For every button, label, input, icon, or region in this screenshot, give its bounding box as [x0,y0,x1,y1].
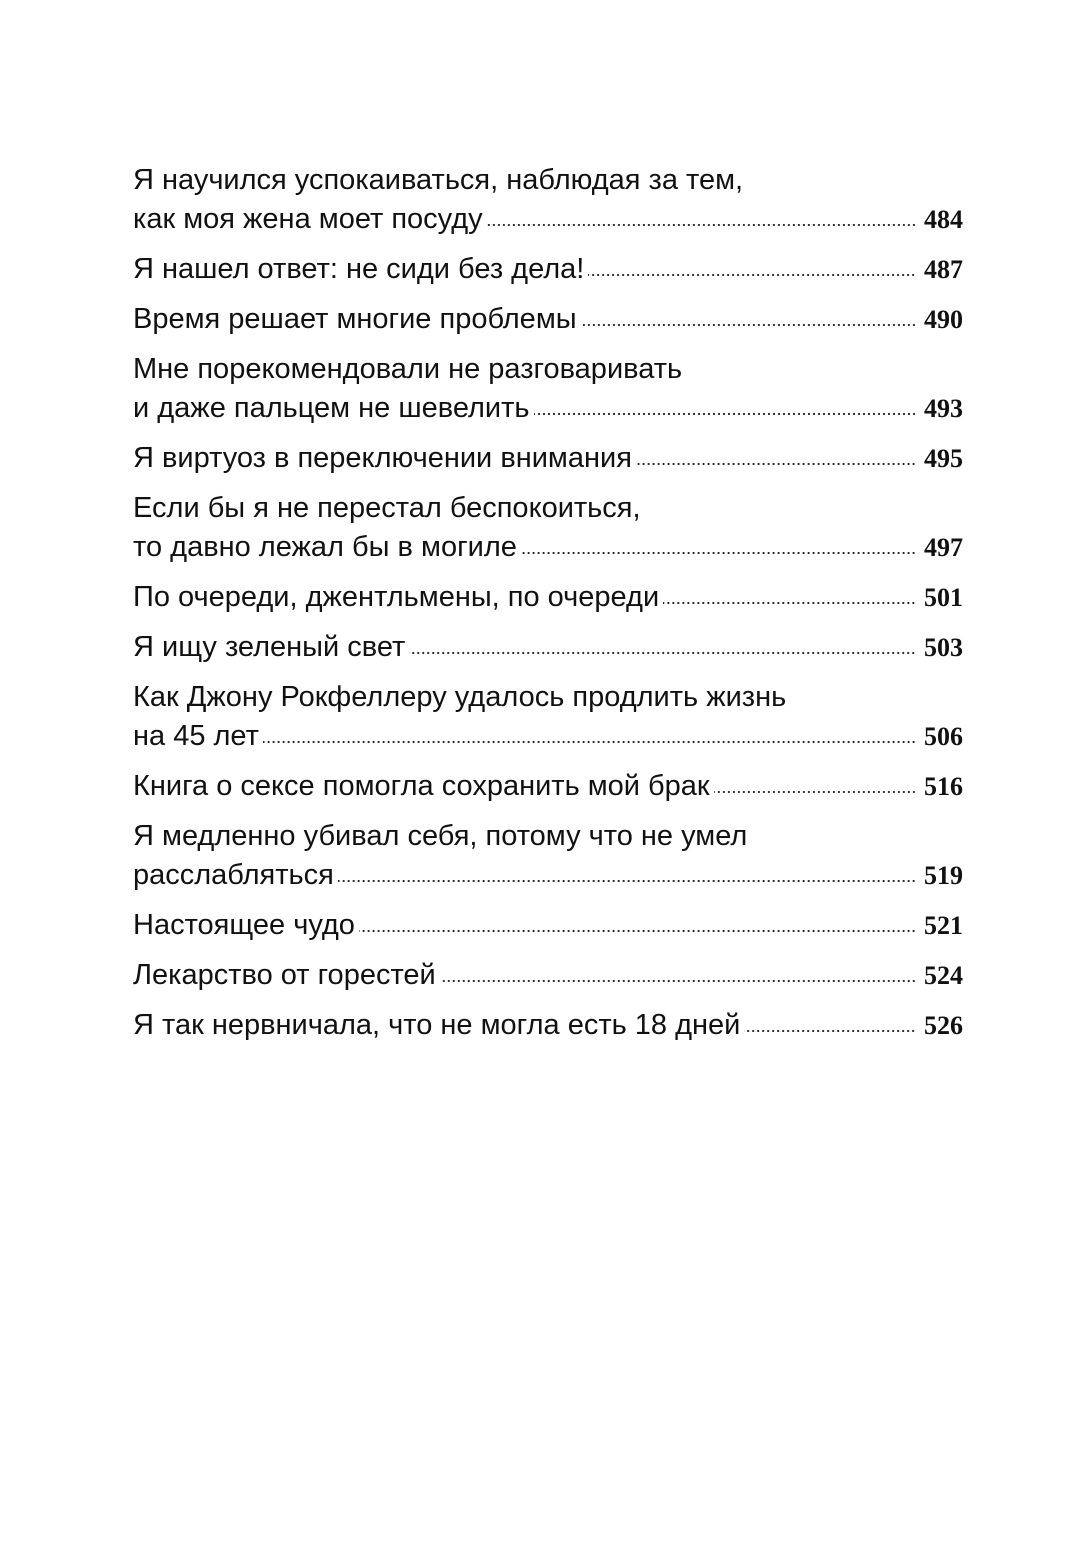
toc-entry[interactable] [133,906,963,945]
toc-entry-title-line: Если бы я не перестал беспокоиться, [133,492,641,524]
toc-entry[interactable] [133,767,963,806]
table-of-contents [133,161,963,1056]
toc-entry-title-line: и даже пальцем не шевелить [133,392,530,424]
toc-page-number: 516 [924,772,963,801]
toc-entry[interactable] [133,1006,963,1045]
toc-entry[interactable] [133,956,963,995]
dot-leader [409,651,916,655]
toc-entry[interactable] [133,678,963,756]
toc-page-number: 506 [924,722,963,751]
toc-entry[interactable] [133,439,963,478]
dot-leader [581,323,916,327]
toc-entry-title-line: Лекарство от горестей [133,959,436,991]
toc-entry-title-line: Как Джону Рокфеллеру удалось продлить жизнь [133,681,787,713]
dot-leader [636,462,916,466]
toc-entry-title-line: то давно лежал бы в могиле [133,531,517,563]
toc-page-number: 503 [924,633,963,662]
toc-entry-title-line: Время решает многие проблемы [133,303,577,335]
toc-entry[interactable] [133,817,963,895]
toc-entry-title-line: расслабляться [133,859,334,891]
dot-leader [534,412,916,416]
dot-leader [338,879,916,883]
toc-entry[interactable] [133,250,963,289]
toc-entry[interactable] [133,628,963,667]
dot-leader [359,929,916,933]
toc-entry-title-line: Я нашел ответ: не сиди без дела! [133,253,585,285]
toc-page-number: 526 [924,1011,963,1040]
toc-page-number: 484 [924,205,963,234]
toc-page-number: 501 [924,583,963,612]
toc-entry-title-line: Книга о сексе помогла сохранить мой брак [133,770,710,802]
toc-entry[interactable] [133,350,963,428]
toc-page-number: 490 [924,305,963,334]
toc-entry[interactable] [133,300,963,339]
dot-leader [487,223,916,227]
dot-leader [744,1029,916,1033]
dot-leader [588,273,916,277]
toc-entry-title-line: Мне порекомендовали не разговаривать [133,353,683,385]
toc-entry-title-line: Я научился успокаиваться, наблюдая за тем, [133,164,744,196]
dot-leader [440,979,916,983]
toc-entry-title-line: По очереди, джентльмены, по очереди [133,581,660,613]
dot-leader [521,551,916,555]
dot-leader [714,790,916,794]
toc-page-number: 497 [924,533,963,562]
toc-page-number: 519 [924,861,963,890]
toc-page-number: 487 [924,255,963,284]
toc-page-number: 495 [924,444,963,473]
toc-entry-title-line: Я ищу зеленый свет [133,631,406,663]
toc-entry-title-line: Я так нервничала, что не могла есть 18 дней [133,1009,741,1041]
toc-entry[interactable] [133,489,963,567]
toc-entry[interactable] [133,578,963,617]
toc-page-number: 524 [924,961,963,990]
toc-entry-title-line: Настоящее чудо [133,909,355,941]
toc-entry-title-line: Я медленно убивал себя, потому что не умел [133,820,748,852]
toc-entry-title-line: как моя жена моет посуду [133,203,483,235]
toc-page-number: 521 [924,911,963,940]
toc-entry[interactable] [133,161,963,239]
toc-page-number: 493 [924,394,963,423]
toc-entry-title-line: Я виртуоз в переключении внимания [133,442,632,474]
toc-entry-title-line: на 45 лет [133,720,259,752]
dot-leader [263,740,916,744]
dot-leader [663,601,916,605]
